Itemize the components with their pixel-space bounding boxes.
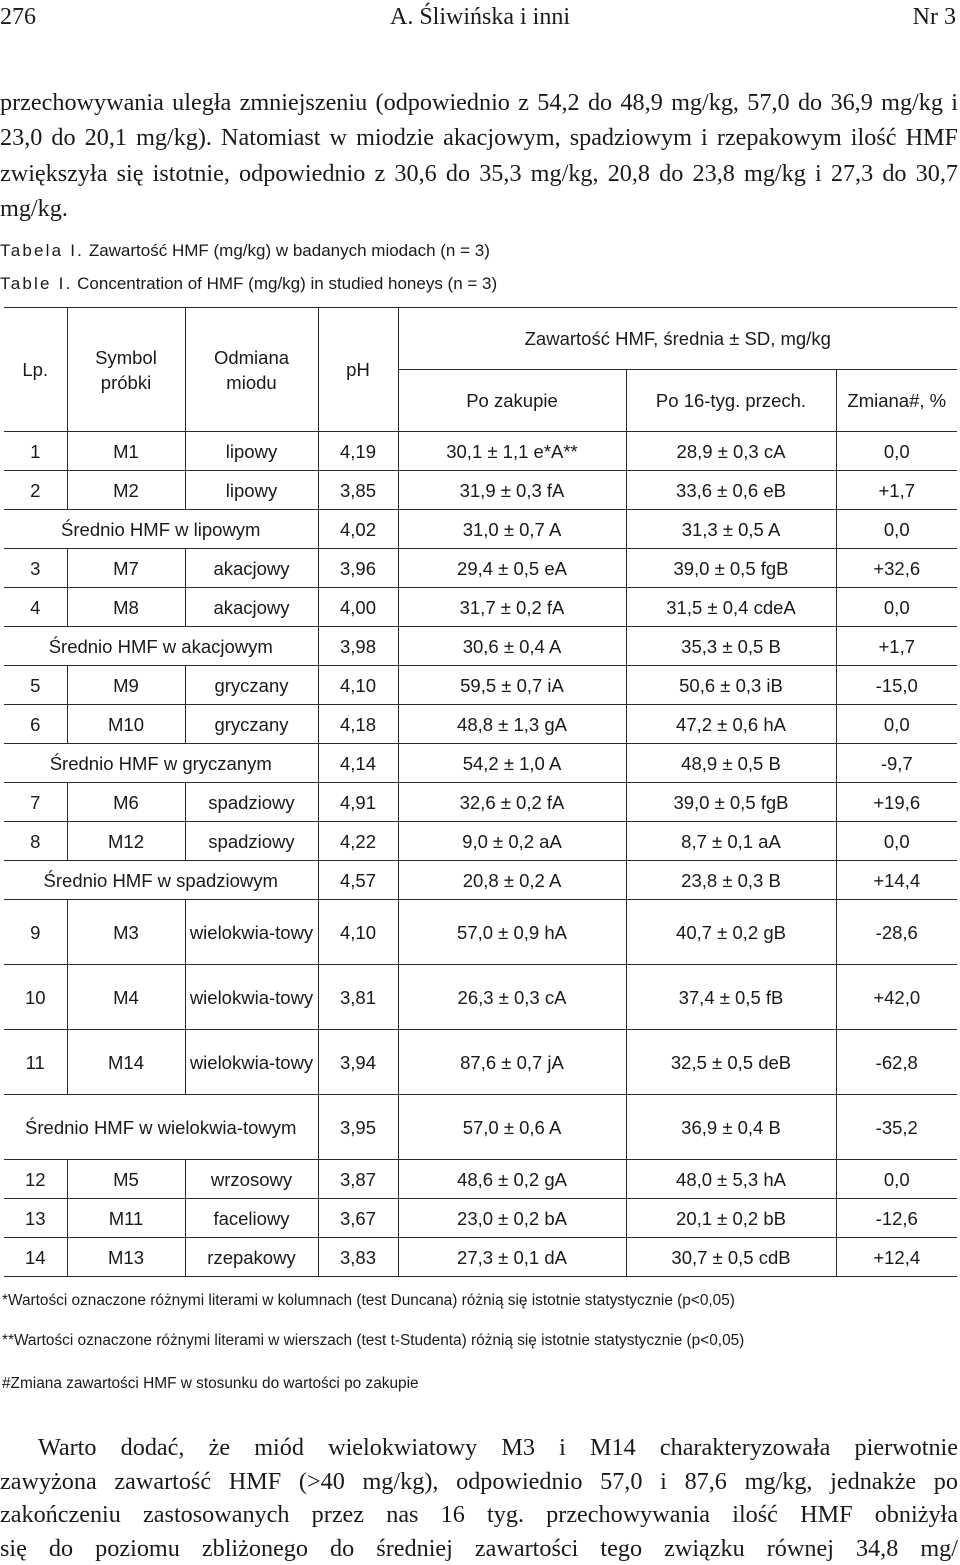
average-row	[4, 744, 957, 783]
ph-value: 4,10	[318, 900, 398, 965]
hmf-after-16-weeks: 36,9 ± 0,4 B	[626, 1095, 836, 1160]
row-number: 2	[4, 471, 67, 510]
sample-symbol: M4	[67, 965, 185, 1030]
row-number: 12	[4, 1160, 67, 1199]
hmf-after-16-weeks: 39,0 ± 0,5 fgB	[626, 783, 836, 822]
hmf-after-purchase: 87,6 ± 0,7 jA	[398, 1030, 626, 1095]
average-row	[4, 510, 957, 549]
hmf-after-16-weeks: 23,8 ± 0,3 B	[626, 861, 836, 900]
hmf-after-purchase: 23,0 ± 0,2 bA	[398, 1199, 626, 1238]
sample-symbol: M10	[67, 705, 185, 744]
sample-symbol: M5	[67, 1160, 185, 1199]
hmf-after-purchase: 48,6 ± 0,2 gA	[398, 1160, 626, 1199]
hmf-after-16-weeks: 31,5 ± 0,4 cdeA	[626, 588, 836, 627]
table-row	[4, 1238, 957, 1277]
sample-symbol: M3	[67, 900, 185, 965]
hmf-after-purchase: 26,3 ± 0,3 cA	[398, 965, 626, 1030]
hmf-table	[4, 307, 957, 1277]
hmf-after-purchase: 9,0 ± 0,2 aA	[398, 822, 626, 861]
hmf-after-purchase: 30,6 ± 0,4 A	[398, 627, 626, 666]
sample-symbol: M14	[67, 1030, 185, 1095]
hmf-after-purchase: 31,9 ± 0,3 fA	[398, 471, 626, 510]
honey-variety: wielokwia-towy	[185, 965, 318, 1030]
hmf-after-purchase: 29,4 ± 0,5 eA	[398, 549, 626, 588]
table-title-en: Concentration of HMF (mg/kg) in studied honeys (n = 3)	[77, 274, 497, 293]
header-change: Zmiana#, %	[836, 370, 957, 432]
ph-value: 4,18	[318, 705, 398, 744]
sample-symbol: M1	[67, 432, 185, 471]
ph-value: 3,98	[318, 627, 398, 666]
hmf-after-purchase: 54,2 ± 1,0 A	[398, 744, 626, 783]
ph-value: 3,94	[318, 1030, 398, 1095]
hmf-change-percent: -62,8	[836, 1030, 957, 1095]
body-paragraph-bottom	[0, 1431, 958, 1565]
hmf-change-percent: +1,7	[836, 471, 957, 510]
table-row	[4, 965, 957, 1030]
header-lp: Lp.	[4, 308, 67, 432]
paragraph-line: Warto dodać, że miód wielokwiatowy M3 i M14 charakteryzowała pierwotnie	[0, 1431, 958, 1465]
hmf-after-purchase: 31,0 ± 0,7 A	[398, 510, 626, 549]
hmf-change-percent: 0,0	[836, 822, 957, 861]
hmf-after-purchase: 27,3 ± 0,1 dA	[398, 1238, 626, 1277]
hmf-after-16-weeks: 48,0 ± 5,3 hA	[626, 1160, 836, 1199]
table-row	[4, 432, 957, 471]
ph-value: 3,96	[318, 549, 398, 588]
hmf-change-percent: 0,0	[836, 1160, 957, 1199]
hmf-change-percent: +19,6	[836, 783, 957, 822]
hmf-change-percent: 0,0	[836, 705, 957, 744]
paragraph-line: zakończeniu zastosowanych przez nas 16 tyg. przechowywania ilość HMF obniżyła	[0, 1498, 958, 1532]
hmf-change-percent: -15,0	[836, 666, 957, 705]
average-row	[4, 627, 957, 666]
average-label: Średnio HMF w akacjowym	[4, 627, 318, 666]
ph-value: 3,87	[318, 1160, 398, 1199]
honey-variety: spadziowy	[185, 822, 318, 861]
average-row	[4, 861, 957, 900]
table-row	[4, 549, 957, 588]
body-paragraph-top: przechowywania uległa zmniejszeniu (odpowiednio z 54,2 do 48,9 mg/kg, 57,0 do 36,9 mg/kg i 23,0 do 20,1 mg/kg). Natomiast w miodzie akacjowym, spadziowym i rzepakowym ilość HMF zwiększyła się istotnie, odpowiednio z 30,6 do 35,3 mg/kg, 20,8 do 23,8 mg/kg i 27,3 do 30,7 mg/kg.	[0, 85, 958, 226]
paragraph-line: się do poziomu zbliżonego do średniej zawartości tego związku równej 34,8 mg/	[0, 1532, 958, 1565]
average-label: Średnio HMF w gryczanym	[4, 744, 318, 783]
hmf-change-percent: +1,7	[836, 627, 957, 666]
row-number: 7	[4, 783, 67, 822]
row-number: 6	[4, 705, 67, 744]
hmf-after-purchase: 30,1 ± 1,1 e*A**	[398, 432, 626, 471]
hmf-change-percent: +12,4	[836, 1238, 957, 1277]
footnote-change: #Zmiana zawartości HMF w stosunku do wartości po zakupie	[2, 1375, 419, 1393]
ph-value: 4,14	[318, 744, 398, 783]
sample-symbol: M12	[67, 822, 185, 861]
row-number: 13	[4, 1199, 67, 1238]
table-row	[4, 900, 957, 965]
honey-variety: wrzosowy	[185, 1160, 318, 1199]
table-title-pl: Zawartość HMF (mg/kg) w badanych miodach (n = 3)	[89, 241, 490, 260]
hmf-after-16-weeks: 20,1 ± 0,2 bB	[626, 1199, 836, 1238]
ph-value: 3,83	[318, 1238, 398, 1277]
header-symbol: Symbol próbki	[67, 308, 185, 432]
table-row	[4, 666, 957, 705]
honey-variety: lipowy	[185, 432, 318, 471]
table-row	[4, 1030, 957, 1095]
table-row	[4, 1199, 957, 1238]
table-row	[4, 705, 957, 744]
honey-variety: spadziowy	[185, 783, 318, 822]
ph-value: 4,00	[318, 588, 398, 627]
ph-value: 4,02	[318, 510, 398, 549]
hmf-after-purchase: 32,6 ± 0,2 fA	[398, 783, 626, 822]
hmf-after-16-weeks: 30,7 ± 0,5 cdB	[626, 1238, 836, 1277]
sample-symbol: M13	[67, 1238, 185, 1277]
footnote-duncan: *Wartości oznaczone różnymi literami w kolumnach (test Duncana) różnią się istotnie statystycznie (p<0,05)	[2, 1292, 735, 1310]
page-number: 276	[0, 4, 36, 31]
honey-variety: akacjowy	[185, 588, 318, 627]
ph-value: 4,91	[318, 783, 398, 822]
hmf-after-16-weeks: 31,3 ± 0,5 A	[626, 510, 836, 549]
average-row	[4, 1095, 957, 1160]
header-variety: Odmiana miodu	[185, 308, 318, 432]
sample-symbol: M2	[67, 471, 185, 510]
hmf-change-percent: -28,6	[836, 900, 957, 965]
hmf-after-purchase: 31,7 ± 0,2 fA	[398, 588, 626, 627]
hmf-after-purchase: 57,0 ± 0,6 A	[398, 1095, 626, 1160]
sample-symbol: M7	[67, 549, 185, 588]
sample-symbol: M8	[67, 588, 185, 627]
hmf-after-purchase: 59,5 ± 0,7 iA	[398, 666, 626, 705]
running-head-authors: A. Śliwińska i inni	[0, 4, 960, 31]
ph-value: 4,22	[318, 822, 398, 861]
ph-value: 4,19	[318, 432, 398, 471]
hmf-after-16-weeks: 33,6 ± 0,6 eB	[626, 471, 836, 510]
sample-symbol: M11	[67, 1199, 185, 1238]
row-number: 14	[4, 1238, 67, 1277]
ph-value: 3,81	[318, 965, 398, 1030]
footnote-t-student: **Wartości oznaczone różnymi literami w wierszach (test t-Studenta) różnią się istotnie statystycznie (p<0,05)	[2, 1332, 744, 1350]
ph-value: 3,85	[318, 471, 398, 510]
hmf-change-percent: +32,6	[836, 549, 957, 588]
average-label: Średnio HMF w spadziowym	[4, 861, 318, 900]
hmf-change-percent: -12,6	[836, 1199, 957, 1238]
sample-symbol: M9	[67, 666, 185, 705]
row-number: 9	[4, 900, 67, 965]
hmf-after-16-weeks: 28,9 ± 0,3 cA	[626, 432, 836, 471]
issue-number: Nr 3	[913, 4, 956, 31]
ph-value: 4,10	[318, 666, 398, 705]
hmf-after-16-weeks: 32,5 ± 0,5 deB	[626, 1030, 836, 1095]
table-caption-pl	[0, 241, 490, 261]
table-row	[4, 1160, 957, 1199]
header-hmf-group: Zawartość HMF, średnia ± SD, mg/kg	[398, 308, 957, 370]
running-head	[0, 4, 960, 40]
row-number: 11	[4, 1030, 67, 1095]
table-label-en: Table I.	[0, 274, 72, 293]
hmf-change-percent: 0,0	[836, 510, 957, 549]
honey-variety: faceliowy	[185, 1199, 318, 1238]
hmf-after-purchase: 57,0 ± 0,9 hA	[398, 900, 626, 965]
hmf-change-percent: -9,7	[836, 744, 957, 783]
hmf-after-purchase: 48,8 ± 1,3 gA	[398, 705, 626, 744]
honey-variety: rzepakowy	[185, 1238, 318, 1277]
header-after-purchase: Po zakupie	[398, 370, 626, 432]
honey-variety: wielokwia-towy	[185, 1030, 318, 1095]
ph-value: 3,67	[318, 1199, 398, 1238]
hmf-after-16-weeks: 50,6 ± 0,3 iB	[626, 666, 836, 705]
honey-variety: akacjowy	[185, 549, 318, 588]
row-number: 3	[4, 549, 67, 588]
hmf-after-16-weeks: 35,3 ± 0,5 B	[626, 627, 836, 666]
header-ph: pH	[318, 308, 398, 432]
hmf-after-16-weeks: 48,9 ± 0,5 B	[626, 744, 836, 783]
hmf-after-16-weeks: 8,7 ± 0,1 aA	[626, 822, 836, 861]
table-row	[4, 588, 957, 627]
table-caption-en	[0, 274, 497, 294]
table-row	[4, 471, 957, 510]
row-number: 4	[4, 588, 67, 627]
sample-symbol: M6	[67, 783, 185, 822]
honey-variety: gryczany	[185, 666, 318, 705]
row-number: 10	[4, 965, 67, 1030]
hmf-change-percent: +42,0	[836, 965, 957, 1030]
table-row	[4, 783, 957, 822]
hmf-change-percent: +14,4	[836, 861, 957, 900]
hmf-after-16-weeks: 39,0 ± 0,5 fgB	[626, 549, 836, 588]
ph-value: 3,95	[318, 1095, 398, 1160]
header-after-16w: Po 16-tyg. przech.	[626, 370, 836, 432]
row-number: 5	[4, 666, 67, 705]
hmf-change-percent: -35,2	[836, 1095, 957, 1160]
honey-variety: gryczany	[185, 705, 318, 744]
paragraph-line: zawyżona zawartość HMF (>40 mg/kg), odpowiednio 57,0 i 87,6 mg/kg, jednakże po	[0, 1465, 958, 1499]
hmf-change-percent: 0,0	[836, 432, 957, 471]
average-label: Średnio HMF w lipowym	[4, 510, 318, 549]
honey-variety: wielokwia-towy	[185, 900, 318, 965]
average-label: Średnio HMF w wielokwia-towym	[4, 1095, 318, 1160]
ph-value: 4,57	[318, 861, 398, 900]
hmf-after-16-weeks: 40,7 ± 0,2 gB	[626, 900, 836, 965]
hmf-change-percent: 0,0	[836, 588, 957, 627]
honey-variety: lipowy	[185, 471, 318, 510]
hmf-after-16-weeks: 37,4 ± 0,5 fB	[626, 965, 836, 1030]
hmf-after-purchase: 20,8 ± 0,2 A	[398, 861, 626, 900]
row-number: 1	[4, 432, 67, 471]
hmf-after-16-weeks: 47,2 ± 0,6 hA	[626, 705, 836, 744]
row-number: 8	[4, 822, 67, 861]
table-label-pl: Tabela I.	[0, 241, 84, 260]
table-row	[4, 822, 957, 861]
